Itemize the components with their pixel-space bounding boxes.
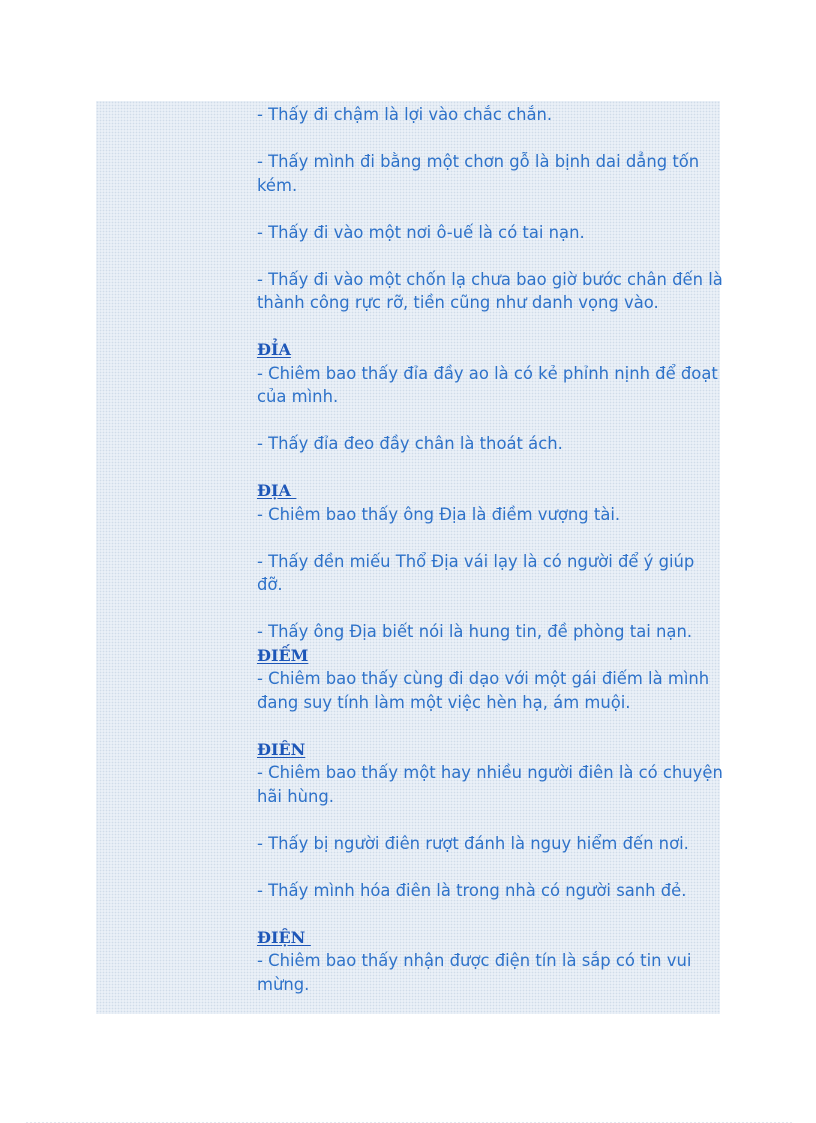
text-line: kém. bbox=[257, 175, 298, 195]
entry-paragraph bbox=[257, 949, 725, 996]
section-diem bbox=[257, 644, 725, 668]
heading-link-dia-earth-god[interactable]: ĐỊA bbox=[257, 481, 297, 500]
entry-paragraph bbox=[257, 761, 725, 808]
entry-paragraph bbox=[257, 221, 725, 245]
text-line: - Thấy ông Địa biết nói là hung tin, đề phòng tai nạn. bbox=[257, 622, 693, 641]
text-line: mừng. bbox=[257, 974, 310, 994]
text-line: - Chiêm bao thấy nhận được điện tín là sắp có tin vui bbox=[257, 951, 692, 970]
text-line: đỡ. bbox=[257, 575, 283, 594]
text-line: - Thấy bị người điên rượt đánh là nguy hiểm đến nơi. bbox=[257, 833, 689, 853]
text-line: đang suy tính làm một việc hèn hạ, ám muội. bbox=[257, 692, 631, 712]
heading-link-diem[interactable]: ĐIẾM bbox=[257, 645, 309, 665]
entry-paragraph bbox=[257, 362, 725, 409]
entry-paragraph bbox=[257, 620, 725, 644]
entry-paragraph bbox=[257, 432, 725, 456]
entry-paragraph bbox=[257, 268, 725, 315]
entry-paragraph bbox=[257, 503, 725, 527]
entry-paragraph bbox=[257, 667, 725, 714]
text-line: - Chiêm bao thấy cùng đi dạo với một gái điếm là mình bbox=[257, 669, 710, 688]
text-line: thành công rực rỡ, tiền cũng như danh vọng vào. bbox=[257, 293, 659, 312]
heading-link-dien-telegram[interactable]: ĐIỆN bbox=[257, 927, 311, 947]
section-dien-madman bbox=[257, 738, 725, 762]
entry-paragraph bbox=[257, 879, 725, 903]
section-dia-earth-god bbox=[257, 479, 725, 503]
text-line: hãi hùng. bbox=[257, 786, 334, 806]
text-line: - Chiêm bao thấy đỉa đầy ao là có kẻ phỉnh nịnh để đoạt bbox=[257, 363, 718, 383]
text-line: - Thấy mình đi bằng một chơn gỗ là bịnh dai dẳng tốn bbox=[257, 152, 700, 171]
text-line: - Thấy đền miếu Thổ Địa vái lạy là có người để ý giúp bbox=[257, 551, 695, 571]
text-line: - Thấy đi vào một chốn lạ chưa bao giờ bước chân đến là bbox=[257, 269, 723, 289]
entry-paragraph bbox=[257, 103, 725, 127]
text-line: - Thấy đi chậm là lợi vào chắc chắn. bbox=[257, 105, 553, 124]
text-line: - Thấy đỉa đeo đầy chân là thoát ách. bbox=[257, 434, 563, 453]
section-dia-leech bbox=[257, 338, 725, 362]
entry-paragraph bbox=[257, 832, 725, 856]
heading-link-dien-madman[interactable]: ĐIÊN bbox=[257, 739, 306, 759]
entry-paragraph bbox=[257, 550, 725, 597]
text-line: - Thấy đi vào một nơi ô-uế là có tai nạn. bbox=[257, 222, 585, 242]
text-line: - Chiêm bao thấy một hay nhiều người điên là có chuyện bbox=[257, 763, 723, 782]
text-line: của mình. bbox=[257, 387, 339, 406]
heading-link-dia-leech[interactable]: ĐỈA bbox=[257, 340, 291, 359]
section-dien-telegram bbox=[257, 926, 725, 950]
text-line: - Chiêm bao thấy ông Địa là điềm vượng tài. bbox=[257, 504, 621, 524]
text-line: - Thấy mình hóa điên là trong nhà có người sanh đẻ. bbox=[257, 880, 687, 900]
entry-paragraph bbox=[257, 150, 725, 197]
document-body bbox=[257, 103, 725, 996]
